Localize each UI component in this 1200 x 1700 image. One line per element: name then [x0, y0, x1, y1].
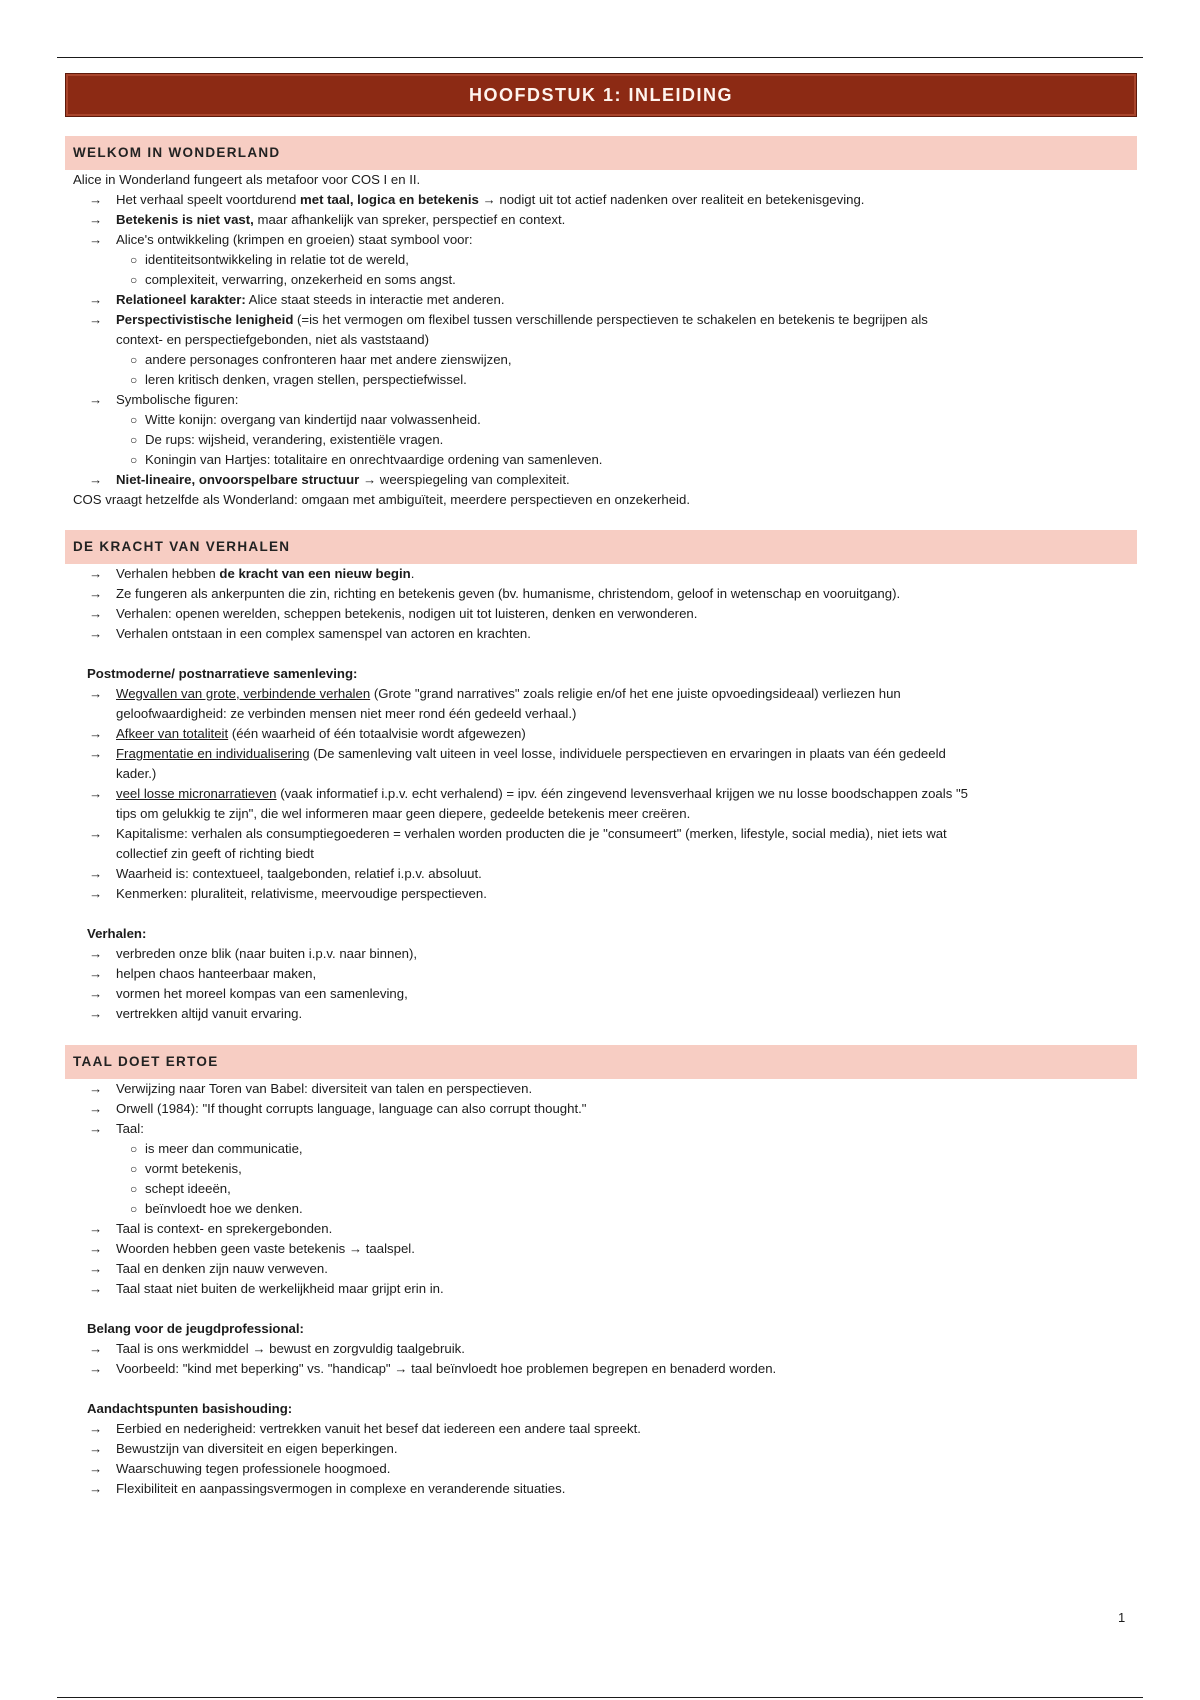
arrow-icon: → [89, 946, 103, 961]
circle-bullet-icon: ○ [130, 433, 138, 447]
bullet-item: → Wegvallen van grote, verbindende verhalen (Grote "grand narratives" zoals religie en/of het ene juiste opvoedingsideaal) verliezen hun [65, 684, 1137, 704]
circle-bullet-icon: ○ [130, 253, 138, 267]
arrow-icon: → [89, 1481, 103, 1496]
bullet-item: → Symbolische figuren: [65, 390, 1137, 410]
bullet-item: → vertrekken altijd vanuit ervaring. [65, 1004, 1137, 1024]
subheading: Belang voor de jeugdprofessional: [87, 1321, 304, 1336]
arrow-icon: → [89, 566, 103, 581]
bullet-item: → Relationeel karakter: Alice staat steeds in interactie met anderen. [65, 290, 1137, 310]
circle-bullet-icon: ○ [130, 453, 138, 467]
bullet-item: → Woorden hebben geen vaste betekenis → taalspel. [65, 1239, 1137, 1259]
bullet-item: → Kapitalisme: verhalen als consumptiegoederen = verhalen worden producten die je "consumeert" (merken, lifestyle, social media), niet iets wat [65, 824, 1137, 844]
arrow-icon: → [89, 192, 103, 207]
arrow-icon: → [89, 212, 103, 227]
sub-bullet-item: ○ De rups: wijsheid, verandering, existentiële vragen. [65, 430, 1137, 450]
bullet-item: → Betekenis is niet vast, maar afhankelijk van spreker, perspectief en context. [65, 210, 1137, 230]
bullet-item: → Verhalen ontstaan in een complex samenspel van actoren en krachten. [65, 624, 1137, 644]
sub-bullet-item: ○ beïnvloedt hoe we denken. [65, 1199, 1137, 1219]
bottom-rule [57, 1697, 1143, 1698]
sub-bullet-item: ○ leren kritisch denken, vragen stellen, perspectiefwissel. [65, 370, 1137, 390]
bullet-continuation: collectief zin geeft of richting biedt [116, 846, 314, 861]
arrow-icon: → [89, 1121, 103, 1136]
arrow-icon: → [89, 1101, 103, 1116]
document-content [65, 73, 1137, 1499]
bullet-item: → Bewustzijn van diversiteit en eigen beperkingen. [65, 1439, 1137, 1459]
bullet-item: → Waarheid is: contextueel, taalgebonden, relatief i.p.v. absoluut. [65, 864, 1137, 884]
bullet-item: → Taal en denken zijn nauw verweven. [65, 1259, 1137, 1279]
arrow-icon: → [89, 986, 103, 1001]
subheading: Verhalen: [87, 926, 147, 941]
arrow-icon: → [89, 586, 103, 601]
arrow-icon: → [89, 292, 103, 307]
sub-bullet-item: ○ schept ideeën, [65, 1179, 1137, 1199]
arrow-icon: → [89, 1241, 103, 1256]
sub-bullet-item: ○ Witte konijn: overgang van kindertijd naar volwassenheid. [65, 410, 1137, 430]
arrow-icon: → [89, 1441, 103, 1456]
bullet-item: → Taal: [65, 1119, 1137, 1139]
bullet-item: → Verhalen hebben de kracht van een nieuw begin. [65, 564, 1137, 584]
spacer [65, 1379, 1137, 1399]
bullet-item: → Perspectivistische lenigheid (=is het vermogen om flexibel tussen verschillende perspectieven te schakelen en betekenis te begrijpen als [65, 310, 1137, 330]
circle-bullet-icon: ○ [130, 1142, 138, 1156]
arrow-icon: → [89, 392, 103, 407]
bullet-item: → verbreden onze blik (naar buiten i.p.v. naar binnen), [65, 944, 1137, 964]
bullet-item: → Taal is ons werkmiddel → bewust en zorgvuldig taalgebruik. [65, 1339, 1137, 1359]
arrow-icon: → [89, 866, 103, 881]
circle-bullet-icon: ○ [130, 373, 138, 387]
spacer [65, 1299, 1137, 1319]
arrow-icon: → [89, 966, 103, 981]
bullet-item: → Eerbied en nederigheid: vertrekken vanuit het besef dat iedereen een andere taal spreekt. [65, 1419, 1137, 1439]
arrow-icon: → [89, 726, 103, 741]
bullet-item: → Verwijzing naar Toren van Babel: diversiteit van talen en perspectieven. [65, 1079, 1137, 1099]
section-heading: TAAL DOET ERTOE [65, 1045, 1137, 1079]
arrow-icon: → [89, 826, 103, 841]
arrow-icon: → [89, 1361, 103, 1376]
arrow-icon: → [89, 232, 103, 247]
chapter-banner [65, 73, 1137, 117]
section-body [65, 170, 1137, 510]
section-body [65, 1079, 1137, 1499]
arrow-icon: → [89, 472, 103, 487]
section-body [65, 564, 1137, 1024]
spacer [65, 644, 1137, 664]
bullet-continuation: context- en perspectiefgebonden, niet als vaststaand) [116, 332, 430, 347]
arrow-icon: → [89, 1341, 103, 1356]
circle-bullet-icon: ○ [130, 413, 138, 427]
arrow-icon: → [89, 1261, 103, 1276]
spacer [65, 904, 1137, 924]
circle-bullet-icon: ○ [130, 273, 138, 287]
arrow-icon: → [89, 1081, 103, 1096]
bullet-item: → vormen het moreel kompas van een samenleving, [65, 984, 1137, 1004]
bullet-item: → Fragmentatie en individualisering (De samenleving valt uiteen in veel losse, individuele perspectieven en ervaringen in plaats van één gedeeld [65, 744, 1137, 764]
arrow-icon: → [89, 1281, 103, 1296]
bullet-item: → Alice's ontwikkeling (krimpen en groeien) staat symbool voor: [65, 230, 1137, 250]
bullet-continuation: tips om gelukkig te zijn", die wel informeren maar geen diepere, gedeelde betekenis meer creëren. [116, 806, 691, 821]
bullet-item: → Voorbeeld: "kind met beperking" vs. "handicap" → taal beïnvloedt hoe problemen begrepen en benaderd worden. [65, 1359, 1137, 1379]
bullet-item: → Waarschuwing tegen professionele hoogmoed. [65, 1459, 1137, 1479]
subheading: Postmoderne/ postnarratieve samenleving: [87, 666, 358, 681]
top-rule [57, 57, 1143, 58]
chapter-title: HOOFDSTUK 1: INLEIDING [468, 84, 733, 105]
bullet-item: → Taal is context- en sprekergebonden. [65, 1219, 1137, 1239]
circle-bullet-icon: ○ [130, 1202, 138, 1216]
arrow-icon: → [89, 746, 103, 761]
bullet-item: → Flexibiliteit en aanpassingsvermogen in complexe en veranderende situaties. [65, 1479, 1137, 1499]
sub-bullet-item: ○ vormt betekenis, [65, 1159, 1137, 1179]
bullet-item: → helpen chaos hanteerbaar maken, [65, 964, 1137, 984]
arrow-icon: → [89, 626, 103, 641]
sub-bullet-item: ○ Koningin van Hartjes: totalitaire en onrechtvaardige ordening van samenleven. [65, 450, 1137, 470]
arrow-icon: → [89, 1221, 103, 1236]
paragraph: Alice in Wonderland fungeert als metafoor voor COS I en II. [73, 172, 421, 187]
bullet-item: → Kenmerken: pluraliteit, relativisme, meervoudige perspectieven. [65, 884, 1137, 904]
sub-bullet-item: ○ is meer dan communicatie, [65, 1139, 1137, 1159]
arrow-icon: → [89, 686, 103, 701]
bullet-item: → veel losse micronarratieven (vaak informatief i.p.v. echt verhalend) = ipv. één zingevend levensverhaal krijgen we nu losse boodschappen zoals "5 [65, 784, 1137, 804]
bullet-item: → Taal staat niet buiten de werkelijkheid maar grijpt erin in. [65, 1279, 1137, 1299]
circle-bullet-icon: ○ [130, 1162, 138, 1176]
arrow-icon: → [89, 1461, 103, 1476]
section-heading: WELKOM IN WONDERLAND [65, 136, 1137, 170]
bullet-item: → Afkeer van totaliteit (één waarheid of één totaalvisie wordt afgewezen) [65, 724, 1137, 744]
sub-bullet-item: ○ identiteitsontwikkeling in relatie tot de wereld, [65, 250, 1137, 270]
arrow-icon: → [89, 786, 103, 801]
arrow-icon: → [89, 312, 103, 327]
circle-bullet-icon: ○ [130, 353, 138, 367]
arrow-icon: → [89, 606, 103, 621]
bullet-item: → Orwell (1984): "If thought corrupts language, language can also corrupt thought." [65, 1099, 1137, 1119]
bullet-continuation: geloofwaardigheid: ze verbinden mensen niet meer rond één gedeeld verhaal.) [116, 706, 577, 721]
bullet-continuation: kader.) [116, 766, 157, 781]
bullet-item: → Ze fungeren als ankerpunten die zin, richting en betekenis geven (bv. humanisme, christendom, geloof in wetenschap en vooruitgang). [65, 584, 1137, 604]
section-heading: DE KRACHT VAN VERHALEN [65, 530, 1137, 564]
arrow-icon: → [89, 886, 103, 901]
bullet-item: → Niet-lineaire, onvoorspelbare structuur → weerspiegeling van complexiteit. [65, 470, 1137, 490]
circle-bullet-icon: ○ [130, 1182, 138, 1196]
sub-bullet-item: ○ complexiteit, verwarring, onzekerheid en soms angst. [65, 270, 1137, 290]
bullet-item: → Verhalen: openen werelden, scheppen betekenis, nodigen uit tot luisteren, denken en verwonderen. [65, 604, 1137, 624]
sub-bullet-item: ○ andere personages confronteren haar met andere zienswijzen, [65, 350, 1137, 370]
arrow-icon: → [89, 1006, 103, 1021]
paragraph: COS vraagt hetzelfde als Wonderland: omgaan met ambiguïteit, meerdere perspectieven en onzekerheid. [73, 492, 690, 507]
arrow-icon: → [89, 1421, 103, 1436]
subheading: Aandachtspunten basishouding: [87, 1401, 293, 1416]
page-number: 1 [1118, 1610, 1126, 1625]
bullet-item: → Het verhaal speelt voortdurend met taal, logica en betekenis → nodigt uit tot actief nadenken over realiteit en betekenisgeving. [65, 190, 1137, 210]
